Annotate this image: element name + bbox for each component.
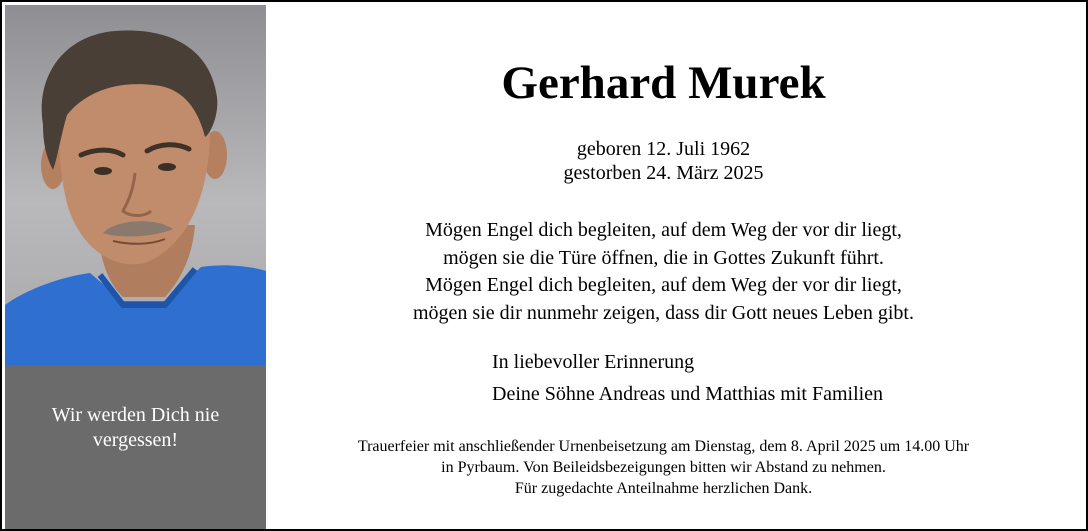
death-date: gestorben 24. März 2025	[563, 162, 764, 184]
deceased-name: Gerhard Murek	[501, 57, 826, 109]
quote-line: vergessen!	[92, 429, 179, 451]
main-content	[266, 5, 1084, 529]
sidebar	[5, 5, 266, 529]
poem-line: Mögen Engel dich begleiten, auf dem Weg der vor dir liegt,	[425, 219, 902, 241]
poem-line: Mögen Engel dich begleiten, auf dem Weg der vor dir liegt,	[425, 274, 902, 296]
life-dates	[266, 137, 1061, 185]
notice-line: Trauerfeier mit anschließender Urnenbeisetzung am Dienstag, dem 8. April 2025 um 14.00 Uhr	[357, 438, 970, 455]
quote-line: Wir werden Dich nie	[51, 404, 220, 426]
sidebar-quote	[5, 403, 266, 453]
portrait-photo	[5, 5, 266, 365]
birth-date: geboren 12. Juli 1962	[576, 138, 751, 160]
poem	[266, 217, 1061, 327]
poem-line: mögen sie die Türe öffnen, die in Gottes Zukunft führt.	[443, 246, 884, 269]
poem-line: mögen sie dir nunmehr zeigen, dass dir Gott neues Leben gibt.	[413, 301, 914, 324]
notice-line: in Pyrbaum. Von Beileidsbezeigungen bitten wir Abstand zu nehmen.	[441, 459, 886, 476]
funeral-notice	[266, 436, 1061, 499]
memory-line: In liebevoller Erinnerung	[492, 351, 695, 373]
mourners-line: Deine Söhne Andreas und Matthias mit Familien	[492, 383, 884, 405]
notice-line: Für zugedachte Anteilnahme herzlichen Dank.	[514, 480, 813, 497]
